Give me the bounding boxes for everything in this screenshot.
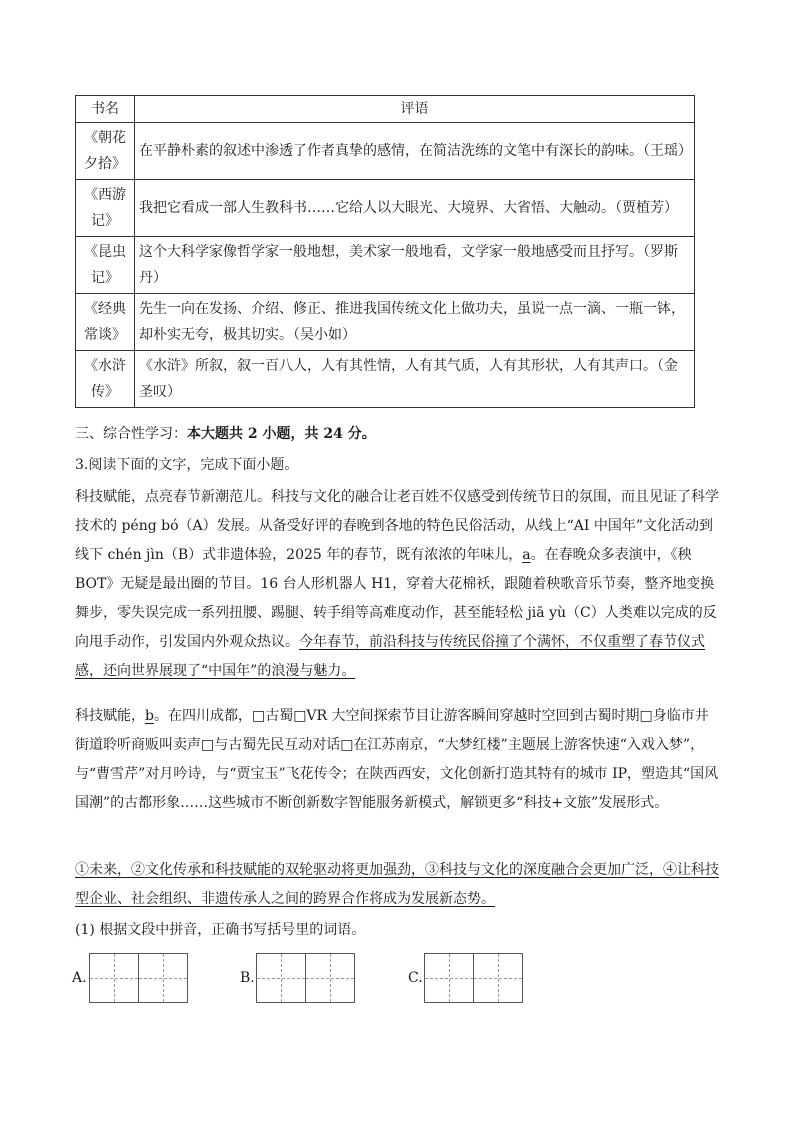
book-review-table xyxy=(75,95,695,408)
book-comment: 先生一向在发扬、介绍、修正、推进我国传统文化上做功夫，虽说一点一滴、一瓶一钵，却朴实无夸，极其切实。（吴小如） xyxy=(135,294,695,351)
grid-cell[interactable] xyxy=(138,953,188,1003)
underlined-sentence: 今年春节，前沿科技与传统民俗撞了个满怀，不仅重塑了春节仪式感，还向世界展现了“中国年”的浪漫与魅力。 xyxy=(75,634,705,679)
paragraph-text: 。在春晚众多表演中，《秧 BOT》无疑是最出圈的节目。16 台人形机器人 H1，穿着大花棉袄，跟随着秧歌音乐节奏，整齐地变换舞步，零失误完成一系列扭腰、踢腿、转手绢等高难度动作，甚至能轻松 jiā yù（C）人类难以完成的反向甩手动作，引发国内外观众热议。 xyxy=(75,547,717,650)
table-row xyxy=(76,237,695,294)
header-comment: 评语 xyxy=(135,96,695,123)
sub-question-1: (1) 根据文段中拼音，正确书写括号里的词语。 xyxy=(75,922,366,938)
table-row xyxy=(76,123,695,180)
book-title: 《西游记》 xyxy=(76,180,135,237)
passage-paragraph-1 xyxy=(75,483,720,686)
section-prefix: 三、综合性学习： xyxy=(75,426,187,442)
answer-label: C. xyxy=(408,970,423,986)
writing-grid[interactable] xyxy=(256,953,355,1003)
book-comment: 我把它看成一部人生教科书……它给人以大眼光、大境界、大省悟、大触动。（贾植芳） xyxy=(135,180,695,237)
book-comment: 《水浒》所叙，叙一百八人，人有其性情，人有其气质，人有其形状，人有其声口。（金圣叹） xyxy=(135,351,695,408)
writing-grid[interactable] xyxy=(424,953,523,1003)
table-row xyxy=(76,180,695,237)
section-score-info: 本大题共 2 小题，共 24 分。 xyxy=(187,426,376,442)
paragraph-text: 。在四川成都，□古蜀□VR 大空间探索节目让游客瞬间穿越时空回到古蜀时期□身临市井街道聆听商贩叫卖声□与古蜀先民互动对话□在江苏南京，“大梦红楼”主题展上游客快速“入戏入梦”，与“曹雪芹”对月吟诗，与“贾宝玉”飞花传令；在陕西西安，文化创新打造其特有的城市 IP，塑造其“国风国潮”的古都形象……这些城市不断创新数字智能服务新模式，解锁更多“科技+文旅”发展形式。 xyxy=(75,708,719,811)
grid-cell[interactable] xyxy=(473,953,523,1003)
grid-cell[interactable] xyxy=(256,953,306,1003)
answer-label: A. xyxy=(72,970,87,986)
section-heading xyxy=(75,424,720,444)
answer-label: B. xyxy=(240,970,255,986)
table-row xyxy=(76,294,695,351)
grid-cell[interactable] xyxy=(305,953,355,1003)
book-title: 《水浒传》 xyxy=(76,351,135,408)
passage-paragraph-3: ①未来，②文化传承和科技赋能的双轮驱动将更加强劲，③科技与文化的深度融合会更加广泛，④让科技型企业、社会组织、非遗传承人之间的跨界合作将成为发展新态势。 xyxy=(75,862,719,907)
book-title: 《昆虫记》 xyxy=(76,237,135,294)
book-comment: 在平静朴素的叙述中渗透了作者真挚的感情，在简洁洗练的文笔中有深长的韵味。（王瑶） xyxy=(135,123,695,180)
table-header-row xyxy=(76,96,695,123)
paragraph-text: 科技赋能， xyxy=(75,708,145,724)
paragraph-text: 科技赋能，点亮春节新潮范儿。科技与文化的融合让老百姓不仅感受到传统节日的氛围，而且见证了科学技术的 péng bó（A）发展。从备受好评的春晚到各地的特色民俗活动，从线上“AI 中国年”文化活动到线下 chén jìn（B）式非遗体验，2025 年的春节，既有浓浓的年味儿， xyxy=(75,489,719,563)
passage-paragraph-2 xyxy=(75,702,720,818)
writing-grid[interactable] xyxy=(89,953,188,1003)
header-book: 书名 xyxy=(76,96,135,123)
blank-marker-a: a xyxy=(522,547,531,563)
question-3-heading: 3.阅读下面的文字，完成下面小题。 xyxy=(75,457,299,473)
table-row xyxy=(76,351,695,408)
grid-cell[interactable] xyxy=(424,953,474,1003)
grid-cell[interactable] xyxy=(89,953,139,1003)
book-comment: 这个大科学家像哲学家一般地想，美术家一般地看，文学家一般地感受而且抒写。（罗斯丹） xyxy=(135,237,695,294)
book-title: 《朝花夕拾》 xyxy=(76,123,135,180)
blank-marker-b: b xyxy=(145,708,154,724)
book-title: 《经典常谈》 xyxy=(76,294,135,351)
